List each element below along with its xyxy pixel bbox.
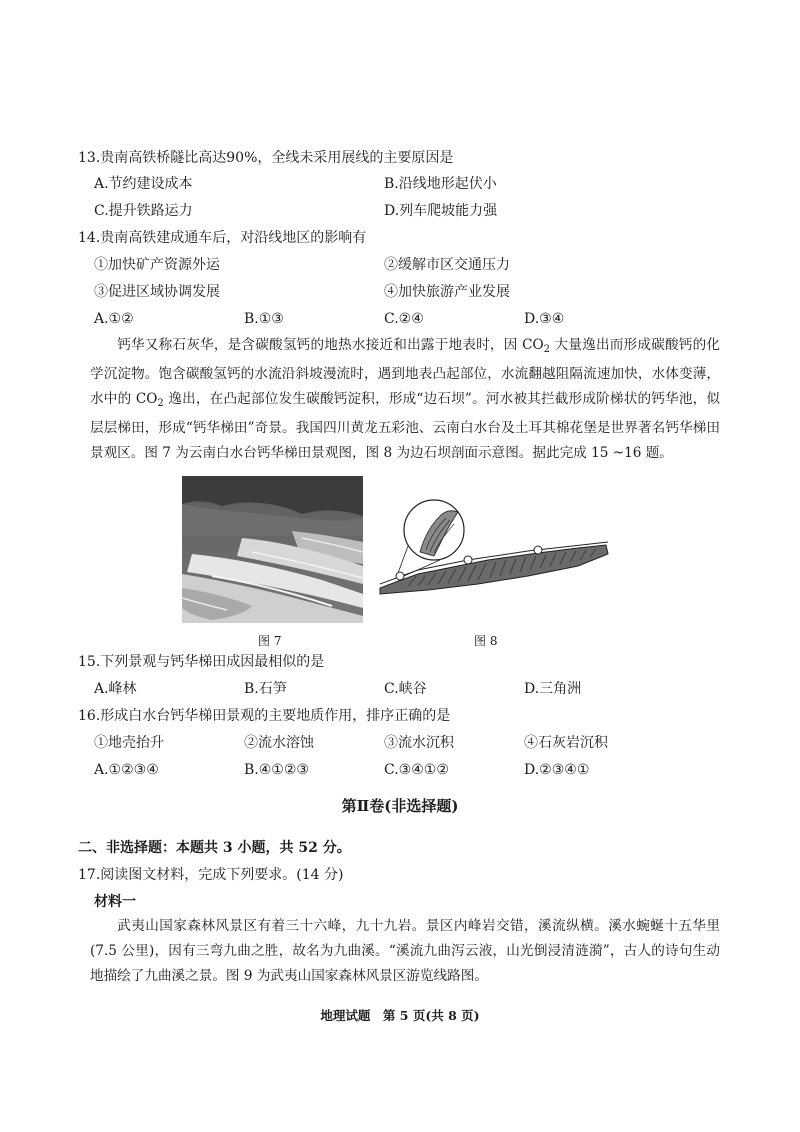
question-17-stem: 17.阅读图文材料，完成下列要求。(14 分) <box>78 867 344 883</box>
section-2-title: 第Ⅱ卷(非选择题) <box>341 797 459 815</box>
figure-8-caption: 图 8 <box>474 634 498 648</box>
section-2-heading: 二、非选择题：本题共 3 小题，共 52 分。 <box>78 840 351 856</box>
figure-7-photo <box>182 476 363 623</box>
question-16-item-4: ④石灰岩沉积 <box>524 735 608 751</box>
material-1-title: 材料一 <box>94 894 136 910</box>
question-14-item-4: ④加快旅游产业发展 <box>384 284 510 300</box>
figure-7-caption: 图 7 <box>258 634 282 648</box>
question-16-item-3: ③流水沉积 <box>384 735 454 751</box>
figure-8-diagram <box>378 490 618 610</box>
passage-text-1: 钙华又称石灰华，是含碳酸氢钙的地热水接近和出露于地表时，因 CO <box>117 337 544 353</box>
question-16-option-b: B.④①②③ <box>244 762 309 778</box>
question-14-option-d: D.③④ <box>524 311 565 327</box>
question-16-option-a: A.①②③④ <box>94 762 159 778</box>
question-15-option-a: A.峰林 <box>94 681 137 697</box>
question-13-option-c: C.提升铁路运力 <box>94 203 193 219</box>
question-15-option-c: C.峡谷 <box>384 681 427 697</box>
question-14-item-3: ③促进区域协调发展 <box>94 284 220 300</box>
question-16-stem: 16.形成白水台钙华梯田景观的主要地质作用，排序正确的是 <box>78 708 451 724</box>
question-14-stem: 14.贵南高铁建成通车后，对沿线地区的影响有 <box>78 230 367 246</box>
question-13-option-a: A.节约建设成本 <box>94 176 193 192</box>
question-15-stem: 15.下列景观与钙华梯田成因最相似的是 <box>78 654 325 670</box>
question-13-option-b: B.沿线地形起伏小 <box>384 176 497 192</box>
passage-text-3: 逸出，在凸起部位发生碳酸钙淀积，形成“边石坝”。河水被其拦截形成阶梯状的钙华池，似层层梯田，形成“钙华梯田”奇景。我国四川黄龙五彩池、云南白水台及土耳其棉花堡是世界著名钙华梯田景观区。图 7 为云南白水台钙华梯田景观图，图 8 为边石坝剖面示意图。据此完成 15 ~16 题。 <box>90 391 721 461</box>
passage-text-2: 大量逸出而形成碳酸钙的化学沉淀物。饱含碳酸氢钙的水流沿斜坡漫流时，遇到地表凸起部位，水流翻越阻隔流速加快，水体变薄，水中的 CO <box>90 337 720 407</box>
question-14-option-b: B.①③ <box>244 311 284 327</box>
question-14-item-1: ①加快矿产资源外运 <box>94 257 220 273</box>
question-15-option-b: B.石笋 <box>244 681 287 697</box>
question-13-stem: 13.贵南高铁桥隧比高达90%，全线未采用展线的主要原因是 <box>78 150 454 166</box>
question-14-item-2: ②缓解市区交通压力 <box>384 257 510 273</box>
question-16-item-2: ②流水溶蚀 <box>244 735 314 751</box>
question-16-item-1: ①地壳抬升 <box>94 735 164 751</box>
question-13-option-d: D.列车爬坡能力强 <box>384 203 498 219</box>
co2-subscript: 2 <box>543 344 550 355</box>
co2-subscript: 2 <box>157 398 164 409</box>
reading-passage <box>90 333 720 466</box>
question-15-option-d: D.三角洲 <box>524 681 582 697</box>
page-footer: 地理试题 第 5 页(共 8 页) <box>320 1008 480 1023</box>
question-14-option-a: A.①② <box>94 311 134 327</box>
material-1-text: 武夷山国家森林风景区有着三十六峰，九十九岩。景区内峰岩交错，溪流纵横。溪水蜿蜒十五华里(7.5 公里)，因有三弯九曲之胜，故名为九曲溪。“溪流九曲泻云液，山光倒浸清涟漪”，古人的诗句生动地描绘了九曲溪之景。图 9 为武夷山国家森林风景区游览线路图。 <box>90 918 720 984</box>
question-16-option-d: D.②③④① <box>524 762 590 778</box>
question-14-option-c: C.②④ <box>384 311 424 327</box>
question-16-option-c: C.③④①② <box>384 762 449 778</box>
